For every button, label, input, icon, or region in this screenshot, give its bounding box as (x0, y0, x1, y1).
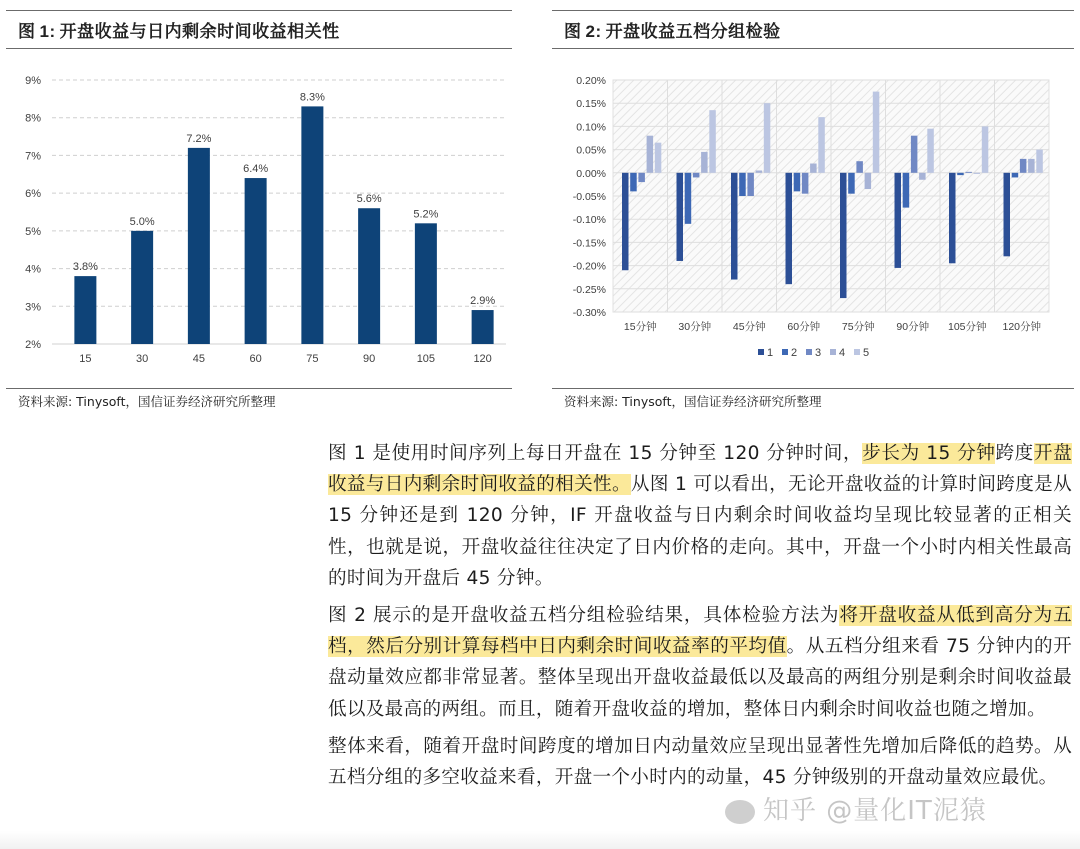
figure-1 (6, 0, 512, 410)
bar-series-3 (638, 173, 645, 182)
watermark: 知乎 @量化IT泥猿 (725, 790, 987, 827)
x-tick-label: 90 (363, 353, 376, 365)
x-tick-label: 60 (249, 353, 262, 365)
bar-series-4 (756, 170, 763, 172)
y-tick-label: 0.00% (576, 167, 606, 180)
bar-series-1 (1004, 173, 1011, 257)
bar (245, 178, 267, 344)
y-tick-label: 3% (25, 301, 41, 314)
text-segment: 。从五档分组来看 75 分钟内的开盘动量效应都非常显著。整体呈现出开盘收益最低以及最高的两组分别是剩余时间收益最低以及最高的两组。而且，随着开盘收益的增加，整体日内剩余时间收益也随之增加。 (328, 636, 1072, 720)
legend-swatch (782, 349, 788, 355)
data-label: 5.0% (129, 215, 155, 228)
y-tick-label: 0.15% (576, 98, 606, 111)
figure-1-source: 资料来源: Tinysoft，国信证券经济研究所整理 (18, 394, 276, 409)
legend-swatch (854, 349, 860, 355)
paragraph-figure2-description (328, 600, 1072, 725)
bar-series-2 (685, 173, 692, 224)
x-tick-label: 105 (416, 353, 436, 365)
y-tick-label: -0.15% (572, 237, 606, 250)
bar (472, 310, 494, 344)
legend-label: 4 (839, 347, 846, 359)
x-tick-label: 15 (79, 353, 92, 365)
y-tick-label: 4% (25, 263, 41, 276)
bar-series-2 (903, 173, 910, 208)
text-segment: 整体来看，随着开盘时间跨度的增加日内动量效应呈现出显著性先增加后降低的趋势。从五档分组的多空收益来看，开盘一个小时内的动量，45 分钟级别的开盘动量效应最优。 (328, 735, 1072, 789)
bar-series-5 (1036, 150, 1043, 173)
legend-label: 1 (767, 347, 774, 359)
bar-series-4 (865, 173, 872, 189)
wechat-icon (725, 800, 755, 824)
bar-series-1 (840, 173, 847, 298)
bar-series-4 (810, 164, 817, 173)
y-tick-label: 7% (25, 150, 41, 163)
bar-series-3 (693, 173, 700, 178)
bar-series-2 (848, 173, 855, 194)
figure-2-source: 资料来源: Tinysoft，国信证券经济研究所整理 (564, 394, 822, 409)
y-tick-label: 0.10% (576, 121, 606, 134)
bar-series-3 (965, 172, 972, 173)
bar-series-2 (630, 173, 637, 192)
bar-series-1 (622, 173, 629, 270)
bar-series-1 (895, 173, 902, 268)
y-tick-label: -0.20% (572, 260, 606, 273)
text-segment: 从图 1 可以看出，无论开盘收益的计算时间跨度是从 15 分钟还是到 120 分钟，IF 开盘收益与日内剩余时间收益均呈现比较显著的正相关性，也就是说，开盘收益往往决定了日内价格的走向。其中，开盘一个小时内相关性最高的时间为开盘后 45 分钟。 (328, 474, 1072, 589)
bar-series-5 (873, 92, 880, 173)
bar (188, 148, 210, 344)
bar-series-5 (709, 110, 716, 173)
bar-series-2 (794, 173, 801, 192)
legend-label: 2 (791, 347, 798, 359)
x-tick-label: 120分钟 (1002, 321, 1042, 333)
bar-series-5 (764, 103, 771, 173)
data-label: 5.6% (356, 193, 382, 206)
data-label: 3.8% (72, 261, 98, 274)
bar (131, 231, 153, 344)
bar-series-4 (974, 173, 981, 174)
y-tick-label: 8% (25, 112, 41, 125)
bar-series-5 (818, 117, 825, 173)
x-tick-label: 105分钟 (947, 321, 987, 333)
correlation-bar-chart (6, 0, 512, 380)
bar-series-5 (927, 129, 934, 173)
data-label: 2.9% (470, 295, 496, 308)
figure-2-source-rule (552, 388, 1074, 389)
y-tick-label: 6% (25, 188, 41, 201)
data-label: 7.2% (186, 132, 212, 145)
y-tick-label: 0.05% (576, 144, 606, 157)
x-tick-label: 30分钟 (678, 321, 712, 333)
data-label: 5.2% (413, 208, 439, 221)
bar-series-3 (856, 161, 863, 173)
paragraph-figure1-description (328, 438, 1072, 594)
legend-label: 3 (815, 347, 822, 359)
y-tick-label: -0.25% (572, 283, 606, 296)
data-label: 6.4% (243, 163, 269, 176)
bar-series-5 (982, 126, 989, 172)
bar-series-2 (1012, 173, 1019, 178)
legend-swatch (830, 349, 836, 355)
article-body (328, 438, 1072, 799)
bar-series-4 (1028, 159, 1035, 173)
bar-series-3 (802, 173, 809, 194)
x-tick-label: 15分钟 (623, 321, 657, 333)
figure-2 (552, 0, 1074, 410)
bar-series-2 (739, 173, 746, 196)
figure-2-title: 图 2: 开盘收益五档分组检验 (564, 22, 781, 42)
text-segment: 跨度 (995, 443, 1034, 464)
bar-series-2 (957, 173, 964, 175)
bar-series-5 (655, 143, 662, 173)
legend-swatch (806, 349, 812, 355)
highlighted-text: 步长为 15 分钟 (862, 443, 996, 464)
bar (301, 106, 323, 344)
bar-series-3 (1020, 159, 1027, 173)
bar-series-4 (701, 152, 708, 173)
x-tick-label: 30 (136, 353, 149, 365)
paragraph-summary (328, 731, 1072, 793)
bar (358, 208, 380, 344)
x-tick-label: 60分钟 (787, 321, 821, 333)
x-tick-label: 45分钟 (732, 321, 766, 333)
x-tick-label: 120 (473, 353, 492, 365)
y-tick-label: -0.05% (572, 191, 606, 203)
bar-series-3 (747, 173, 754, 196)
legend-label: 5 (863, 347, 870, 359)
text-segment: 图 1 是使用时间序列上每日开盘在 15 分钟至 120 分钟时间， (328, 443, 863, 464)
bar-series-1 (949, 173, 956, 263)
y-tick-label: 5% (25, 225, 41, 238)
y-tick-label: 2% (25, 339, 41, 351)
bar (74, 276, 96, 344)
x-tick-label: 90分钟 (896, 321, 930, 333)
x-tick-label: 45 (192, 353, 205, 365)
data-label: 8.3% (299, 91, 325, 104)
quintile-grouped-bar-chart (552, 0, 1074, 380)
bar-series-1 (786, 173, 793, 284)
y-tick-label: -0.10% (572, 214, 606, 227)
y-tick-label: 9% (25, 75, 41, 87)
bar-series-1 (677, 173, 684, 261)
figure-1-title: 图 1: 开盘收益与日内剩余时间收益相关性 (18, 22, 340, 42)
highlighted-text: 开盘收益与日内剩余时间收益的相关性。 (328, 443, 1072, 496)
bar-series-1 (731, 173, 738, 280)
bar-series-4 (919, 173, 926, 180)
bar-series-3 (911, 136, 918, 173)
bottom-fade (0, 831, 1080, 849)
bar-series-4 (647, 136, 654, 173)
x-tick-label: 75 (306, 353, 319, 365)
text-segment: 图 2 展示的是开盘收益五档分组检验结果，具体检验方法为 (328, 605, 840, 627)
figure-1-source-rule (6, 388, 512, 389)
y-tick-label: -0.30% (572, 307, 606, 319)
y-tick-label: 0.20% (576, 75, 606, 87)
highlighted-text: 将开盘收益从低到高分为五档，然后分别计算每档中日内剩余时间收益率的平均值 (328, 605, 1072, 658)
legend-swatch (758, 349, 764, 355)
bar (415, 223, 437, 344)
x-tick-label: 75分钟 (841, 321, 875, 333)
